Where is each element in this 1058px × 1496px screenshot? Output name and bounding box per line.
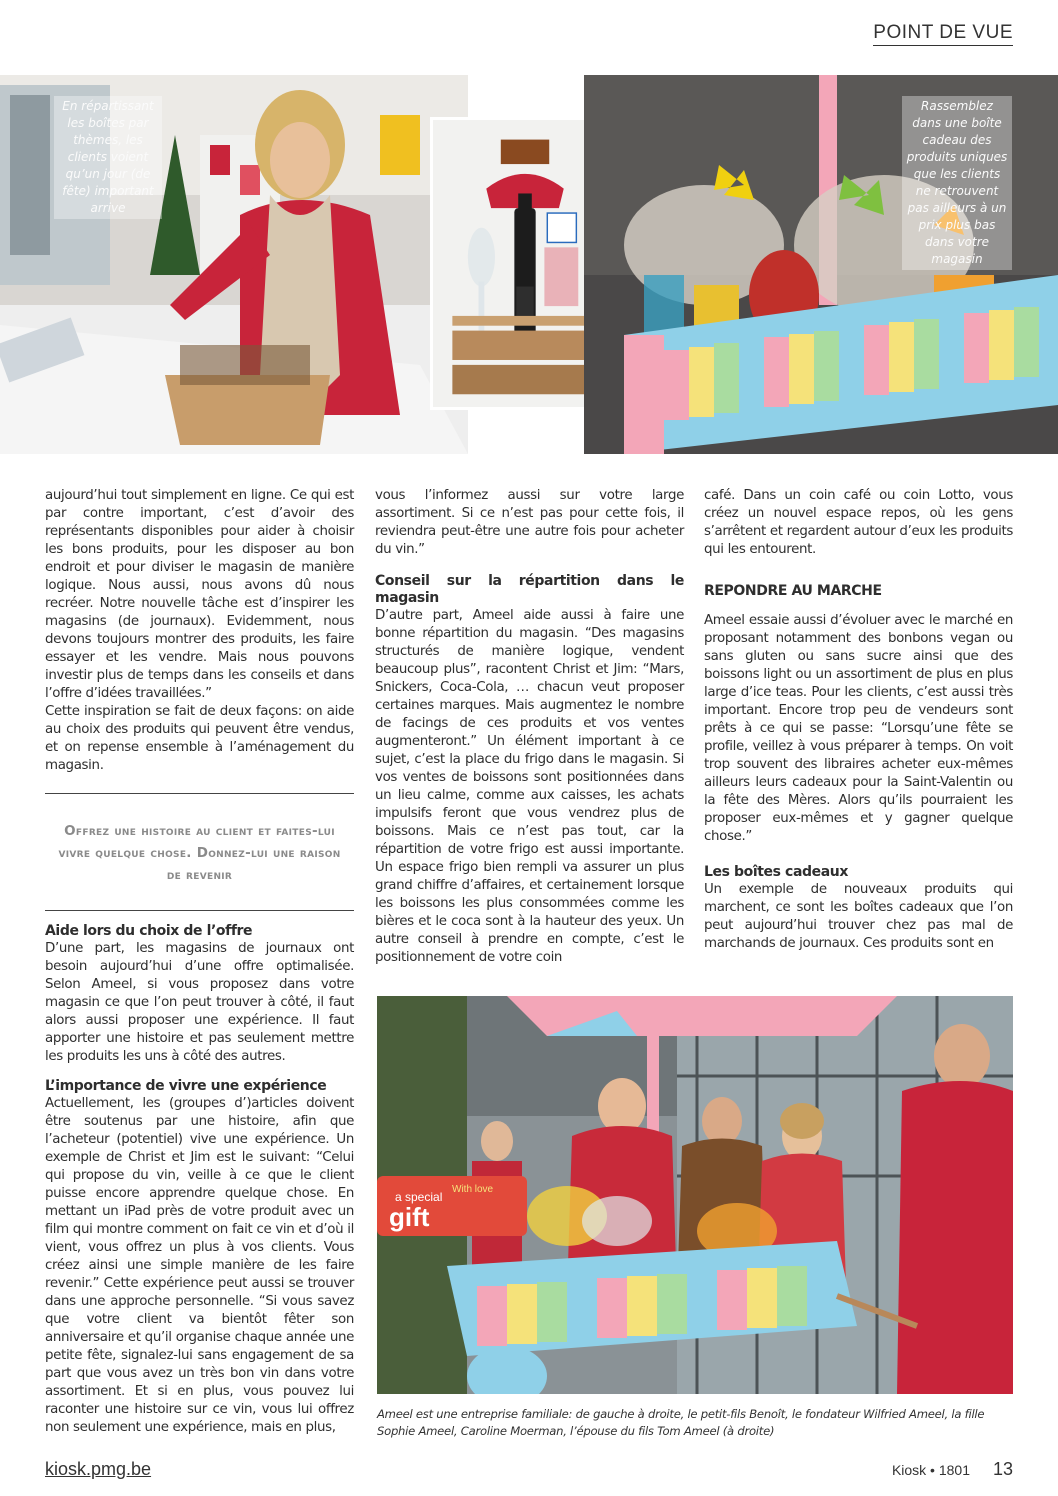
paragraph: Ameel essaie aussi d’évoluer avec le marché en proposant notamment des bonbons vegan ou sans gluten ou sans sucre ainsi que des boissons light ou un assortiment de plus en plus large d’ice teas. Pour les clients, c’est aussi très important. Encore trop peu de vendeurs sont prêts à ce qui se passe: “Lorsqu’une fête se profile, veillez à vous préparer à temps. On voit trop souvent des libraires acheter eux-mêmes ailleurs leurs cadeaux pour la Saint-Valentin ou la fête des Mères. Alors qu’ils pourraient les proposer eux-mêmes et y gagner quelque chose.” xyxy=(704,613,1013,844)
footer-website-link[interactable]: kiosk.pmg.be xyxy=(45,1459,152,1479)
sign-text-gift: gift xyxy=(389,1202,430,1232)
subheading-store-layout: Conseil sur la répartition dans le magasin xyxy=(375,573,684,606)
paragraph: café. Dans un coin café ou coin Lotto, vous créez un nouvel espace repos, où les gens s’arrêtent et regardent autour d’eux les produits qui les entourent. xyxy=(704,488,1013,557)
subheading-market: REPONDRE AU MARCHE xyxy=(704,583,882,599)
pull-quote: Offrez une histoire au client et faites-lui vivre quelque chose. Donnez-lui une raison de revenir xyxy=(45,793,354,911)
footer-magazine-issue: Kiosk • 1801 xyxy=(891,1462,970,1478)
section-label: POINT DE VUE xyxy=(873,22,1013,46)
paragraph: D’autre part, Ameel aide aussi à faire une bonne répartition du magasin. “Des magasins structurés de manière logique, vendent beaucoup plus”, racontent Christ et Jim: “Mars, Snickers, Coca-Cola, … chacun veut proposer certaines marques. Mais augmentez le nombre de facings de ces produits et vos ventes augmenteront.” Un élément important à ce sujet, c’est la place du frigo dans le magasin. Si vos ventes de boissons sont positionnées dans un lieu calme, comme aux caisses, les achats impulsifs feront que vous vendrez plus de boissons. Mais ce n’est pas tout, car la répartition de votre frigo est aussi importante. Un espace frigo bien rempli va assurer un plus grand chiffre d’affaires, et certainement lorsque les boissons les plus consommées comme les bières et le coca sont à la hauteur des yeux. Un autre conseil à prendre en compte, c’est le positionnement de votre coin xyxy=(375,608,684,965)
photo-caption-themes: En répartissant les boîtes par thèmes, les clients voient qu’un jour (de fête) important arrive xyxy=(54,96,162,219)
paragraph: Actuellement, les (groupes d’)articles doivent être soutenus par une histoire, afin que l’acheteur (potentiel) vive une expérience. Un exemple de Christ et Jim est le suivant: “Celui qui propose du vin, veille à ce que le client puisse encore apprendre quelque chose. En mettant un iPad près de votre produit avec un film qui montre comment on fait ce vin et d’où il vient, vous offrez un plus à vos clients. Vous créez ainsi une simple manière de les faire revenir.” Cette expérience peut aussi se trouver dans une approche personnelle. “Si vous savez que votre client va bientôt fêter son anniversaire et qu’il organise chaque année une petite fête, signalez-lui sans engagement de sa part que vous avez un très bon vin dans votre assortiment. Et si en plus, vous pouvez lui raconter une histoire sur ce vin, vous lui offrez non seulement une expérience, mais en plus, xyxy=(45,1096,354,1435)
paragraph: D’une part, les magasins de journaux ont besoin aujourd’hui d’une offre optimalisée. Selon Ameel, si vous proposez dans votre magasin ce que l’on peut trouver à côté, il faut alors aussi proposer une expérience. Il faut apporter une histoire et pas seulement mettre les produits les uns à côté des autres. xyxy=(45,941,354,1064)
subheading-gift-boxes: Les boîtes cadeaux xyxy=(704,864,848,880)
page-number: 13 xyxy=(992,1459,1013,1479)
photo-caption-unique-products: Rassemblez dans une boîte cadeau des produits uniques que les clients ne retrouvent pas ailleurs à un prix plus bas dans votre magasin xyxy=(902,96,1012,270)
paragraph: Cette inspiration se fait de deux façons: on aide au choix des produits qui peuvent être vendus, et on repense ensemble à l’aménagement du magasin. xyxy=(45,704,354,773)
column-3 xyxy=(704,487,1013,953)
subheading-experience: L’importance de vivre une expérience xyxy=(45,1078,327,1094)
photo-ameel-family xyxy=(377,996,1013,1394)
column-2 xyxy=(375,487,684,967)
sign-text-love: With love xyxy=(452,1184,494,1195)
family-photo-caption: Ameel est une entreprise familiale: de gauche à droite, le petit-fils Benoît, le fondateur Wilfried Ameel, la fille Sophie Ameel, Caroline Moerman, l’épouse du fils Tom Ameel (à droite) xyxy=(377,1407,985,1438)
column-1 xyxy=(45,487,354,1437)
sign-text-special: a special xyxy=(395,1190,443,1204)
paragraph: vous l’informez aussi sur votre large assortiment. Si ce n’est pas pour cette fois, il reviendra peut-être une autre fois pour acheter du vin.” xyxy=(375,488,684,557)
paragraph: aujourd’hui tout simplement en ligne. Ce qui est par contre important, c’est d’avoir des représentants disponibles pour aider à choisir les bons produits, pour les disposer au bon endroit et pour diviser le magasin de manière logique. Nous aussi, nous avons dû nous recréer. Notre nouvelle tâche est d’inspirer les magasins (de journaux). Evidemment, nous devons toujours montrer des produits, les faire essayer et les vendre. Mais nous pouvons investir plus de temps dans les conseils et dans l’offre d’idées travaillées.” xyxy=(45,488,354,701)
paragraph: Un exemple de nouveaux produits qui marchent, ce sont les boîtes cadeaux que l’on peut aujourd’hui trouver chez pas mal de marchands de journaux. Ces produits sont en xyxy=(704,882,1013,951)
subheading-offer-choice: Aide lors du choix de l’offre xyxy=(45,923,253,939)
